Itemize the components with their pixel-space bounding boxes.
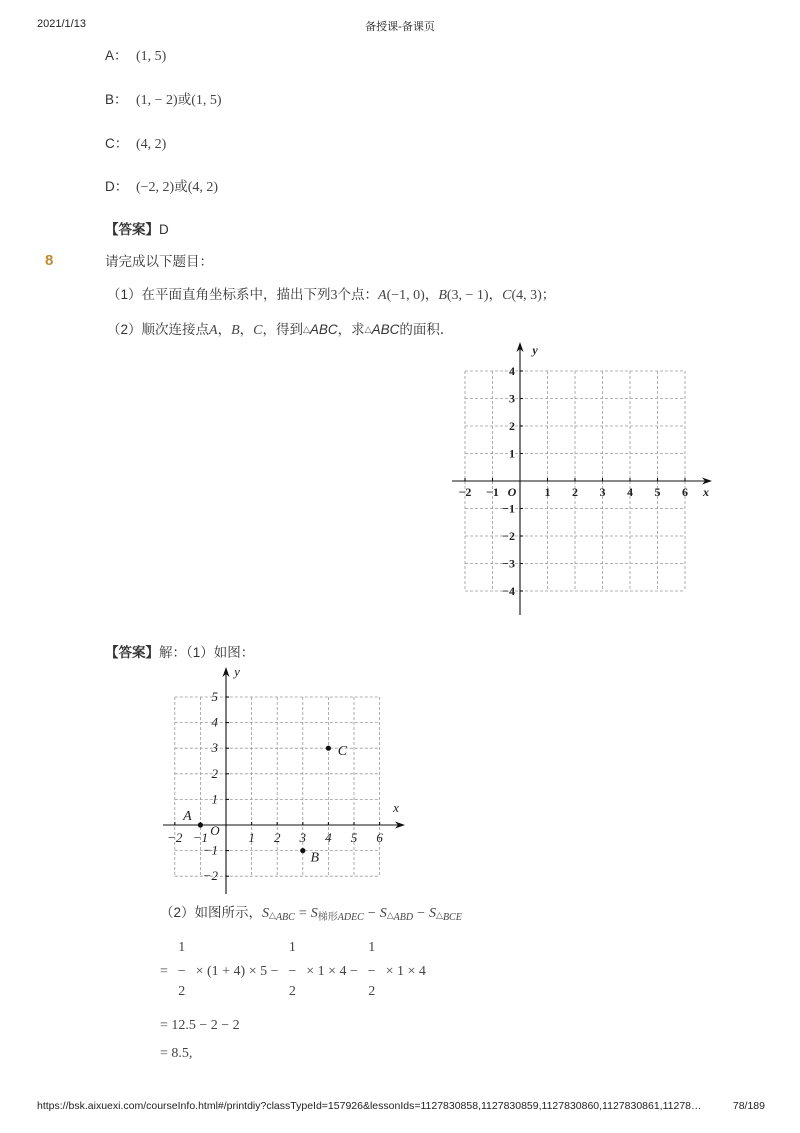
- fraction-numerator: 1: [288, 940, 296, 955]
- text-segment: ，得到: [262, 322, 303, 337]
- area-formula: [160, 904, 462, 923]
- page-url: https://bsk.aixuexi.com/courseInfo.html#/printdiy?classTypeId=157926&lessonIds=1127830858,1127830859,1127830860,1127830861,11278…: [37, 1100, 702, 1112]
- origin-label: O: [210, 823, 220, 838]
- y-tick-label: 2: [509, 419, 515, 433]
- x-tick-label: 1: [248, 830, 255, 845]
- x-tick-label: 4: [627, 485, 633, 499]
- shape-name: ABC: [275, 912, 295, 923]
- text-segment: （2）顺次连接点: [107, 322, 210, 337]
- y-tick-label: −1: [202, 842, 218, 858]
- triangle-name: ABC: [371, 322, 400, 337]
- option-value: (1, 5): [136, 49, 167, 64]
- area-symbol: S: [429, 906, 437, 921]
- triangle-symbol: △: [302, 324, 310, 334]
- area-calculation: [160, 940, 432, 999]
- calc-step-2: = 12.5 − 2 − 2: [160, 1018, 240, 1033]
- area-symbol: S: [310, 906, 318, 921]
- print-date: 2021/1/13: [37, 18, 86, 30]
- option-value: (1, − 2): [136, 93, 178, 108]
- trapezoid-label: 梯形: [317, 912, 338, 923]
- text-segment: 的面积．: [399, 322, 454, 337]
- operator: −: [417, 906, 426, 921]
- y-tick-label: 4: [509, 364, 515, 378]
- text-segment: ；: [541, 287, 556, 302]
- solution-coordinate-grid: [155, 660, 415, 900]
- point-coordinates: (4, 3): [511, 288, 542, 303]
- operator: =: [298, 906, 307, 921]
- option-letter: B：: [105, 92, 128, 107]
- y-tick-label: −3: [502, 556, 515, 571]
- point-name: A: [378, 288, 387, 303]
- y-tick-label: −2: [202, 868, 218, 884]
- point-coordinates: (−1, 0): [386, 288, 425, 303]
- fraction-bar: −: [177, 964, 186, 979]
- text-segment: 个点：: [337, 287, 379, 302]
- x-axis-label: x: [393, 800, 399, 815]
- x-tick-label: −1: [486, 485, 499, 499]
- triangle-name: ABC: [309, 322, 338, 337]
- area-subscript: [269, 912, 295, 923]
- y-tick-label: 1: [211, 791, 218, 807]
- origin-label: O: [507, 485, 517, 499]
- answer-tag: 【答案】: [105, 645, 159, 660]
- y-tick-label: −2: [502, 529, 515, 543]
- option-value: (4, 2): [136, 137, 167, 152]
- fraction-numerator: 1: [368, 940, 376, 955]
- fraction-numerator: 1: [178, 940, 186, 955]
- page-number: 78/189: [732, 1100, 765, 1112]
- option-conjunction: 或: [174, 179, 188, 194]
- y-tick-label: −1: [502, 501, 515, 516]
- text-segment: ，: [488, 287, 503, 302]
- fraction-bar: −: [288, 964, 297, 979]
- answer-tag: 【答案】: [105, 222, 159, 237]
- equals-sign: =: [160, 964, 168, 979]
- point-label: C: [337, 744, 348, 760]
- x-tick-label: 1: [544, 485, 551, 499]
- solution-intro-text: 解：（1）如图：: [159, 645, 255, 660]
- x-tick-label: 6: [682, 485, 688, 499]
- triangle-symbol: △: [364, 324, 372, 334]
- triangle-symbol: △: [386, 910, 394, 920]
- area-subscript: [387, 912, 413, 923]
- fraction: [177, 940, 186, 999]
- triangle-symbol: △: [436, 910, 443, 920]
- answer-line: [105, 221, 169, 239]
- question-number: 8: [45, 252, 54, 269]
- calc-step-3: = 8.5,: [160, 1046, 193, 1061]
- calc-term: × (1 + 4) × 5 −: [195, 964, 279, 979]
- option-conjunction: 或: [177, 92, 192, 107]
- x-tick-label: 4: [325, 830, 332, 845]
- option-value: (−2, 2): [136, 180, 175, 195]
- option-letter: C：: [105, 136, 129, 151]
- text-segment: ，: [424, 287, 439, 302]
- x-tick-label: 3: [599, 485, 606, 499]
- fraction: [367, 940, 376, 999]
- shape-name: BCE: [442, 912, 462, 923]
- question-coordinate-grid: [448, 336, 723, 621]
- y-tick-label: 4: [211, 714, 218, 730]
- x-axis-label: x: [703, 485, 709, 499]
- point-label: A: [183, 809, 192, 824]
- option-value: (4, 2): [187, 180, 219, 195]
- answer-value: D: [159, 222, 169, 237]
- x-tick-label: −2: [458, 485, 472, 499]
- option-letter: A：: [105, 48, 128, 63]
- calc-term: × 1 × 4 −: [306, 964, 358, 979]
- point-marker: [198, 822, 203, 827]
- calc-term: × 1 × 4: [385, 964, 426, 979]
- y-axis-label: y: [234, 664, 240, 679]
- area-subscript: [436, 912, 462, 923]
- point-name: A: [209, 323, 218, 338]
- math-number: 3: [330, 288, 338, 303]
- y-axis-label: y: [532, 343, 538, 357]
- text-segment: ，: [217, 322, 232, 337]
- point-name: B: [231, 323, 240, 338]
- question-part-2: [107, 320, 453, 340]
- option-value: (1, 5): [191, 93, 222, 108]
- page-header-title: 备授课-备课页: [365, 21, 435, 33]
- point-name: C: [502, 288, 512, 303]
- fraction-denominator: 2: [288, 984, 296, 999]
- shape-name: ABD: [393, 912, 414, 923]
- operator: −: [367, 906, 376, 921]
- area-symbol: S: [262, 906, 270, 921]
- point-marker: [326, 746, 331, 751]
- x-tick-label: −2: [167, 830, 183, 845]
- y-tick-label: 1: [509, 446, 515, 461]
- shape-name: ADEC: [337, 912, 364, 923]
- question-prompt: 请完成以下题目：: [105, 254, 213, 269]
- x-tick-label: −1: [192, 830, 209, 845]
- y-tick-label: 3: [211, 740, 218, 756]
- option-letter: D：: [105, 179, 129, 194]
- x-tick-label: 5: [654, 485, 661, 499]
- x-tick-label: 6: [376, 830, 383, 845]
- text-segment: （1）在平面直角坐标系中，描出下列: [107, 287, 331, 302]
- point-label: B: [310, 850, 320, 866]
- y-tick-label: 5: [211, 689, 218, 704]
- x-tick-label: 3: [299, 830, 307, 845]
- text-segment: ，求: [337, 322, 365, 337]
- option-c: [105, 135, 166, 154]
- text-segment: ，: [239, 322, 254, 337]
- point-name: C: [253, 323, 263, 338]
- point-name: B: [438, 288, 447, 303]
- y-tick-label: 3: [509, 391, 515, 406]
- fraction-denominator: 2: [368, 984, 376, 999]
- y-tick-label: 2: [211, 765, 218, 781]
- y-tick-label: −4: [502, 584, 515, 598]
- area-subscript: [318, 912, 364, 923]
- area-symbol: S: [379, 906, 387, 921]
- point-marker: [300, 848, 305, 853]
- question-part-1: [107, 286, 555, 305]
- fraction: [288, 940, 297, 999]
- fraction-bar: −: [367, 964, 376, 979]
- x-tick-label: 2: [273, 830, 281, 845]
- fraction-denominator: 2: [178, 984, 186, 999]
- formula-prefix: （2）如图所示，: [160, 905, 263, 920]
- option-b: [105, 91, 222, 110]
- option-a: [105, 47, 166, 66]
- point-coordinates: (3, − 1): [446, 288, 489, 303]
- option-d: [105, 178, 218, 197]
- x-tick-label: 5: [350, 830, 358, 845]
- triangle-symbol: △: [269, 910, 276, 920]
- x-tick-label: 2: [572, 485, 578, 499]
